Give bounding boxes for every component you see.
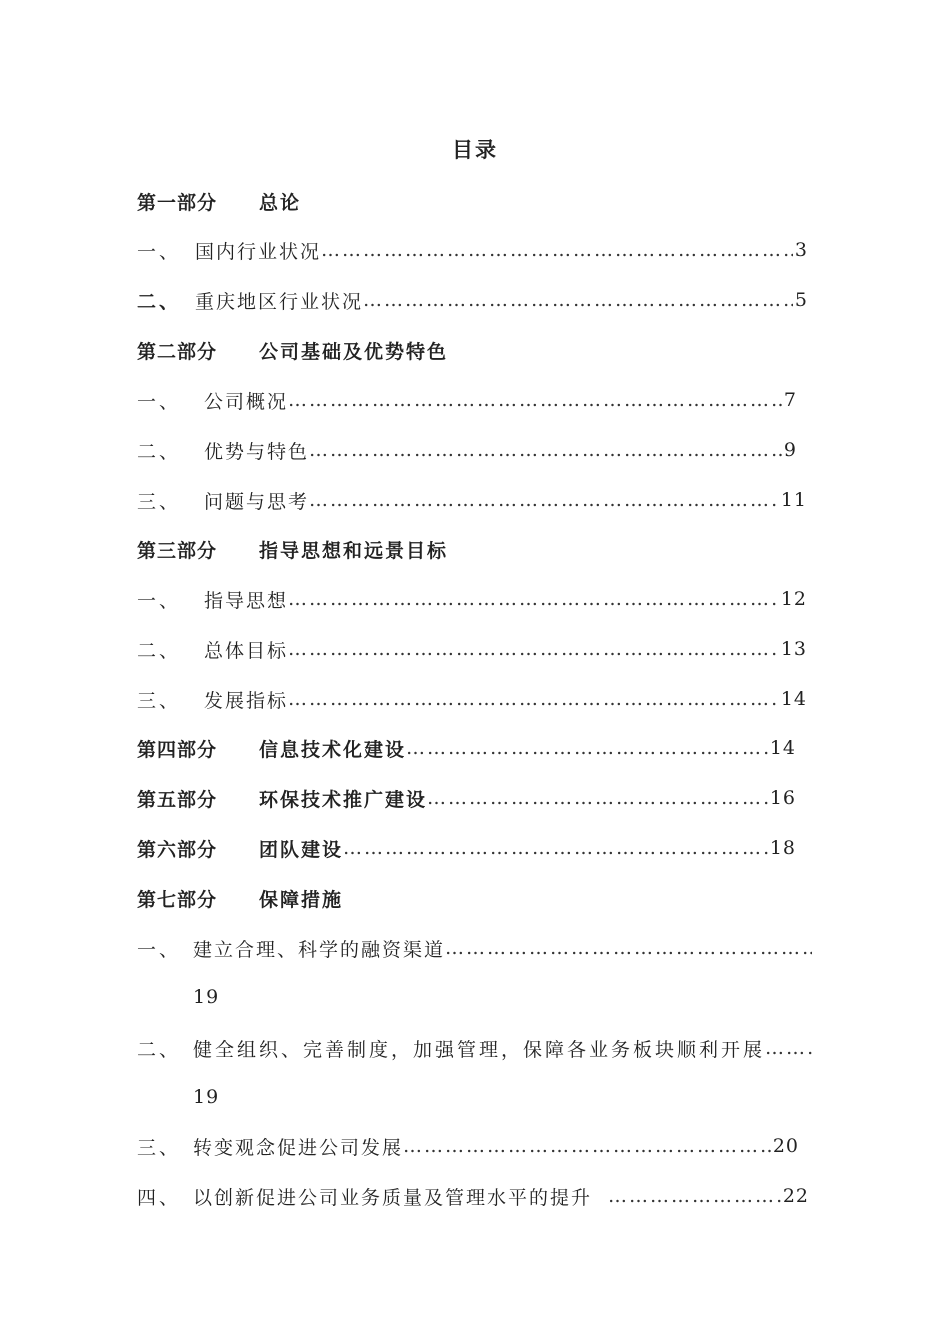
toc-item[interactable] [137, 1179, 809, 1213]
dot-leader [309, 489, 779, 511]
page-number: 22 [782, 1185, 809, 1207]
item-number: 二、 [137, 440, 182, 463]
part-title: 总论 [259, 191, 302, 214]
item-number: 三、 [137, 689, 182, 712]
dot-leader [445, 937, 812, 959]
item-title: 国内行业状况 [195, 240, 322, 263]
dot-leader [343, 837, 768, 859]
page-number: 11 [780, 489, 807, 511]
part-title: 指导思想和远景目标 [259, 539, 449, 562]
toc-item[interactable] [137, 682, 807, 716]
item-title: 转变观念促进公司发展 [193, 1136, 404, 1159]
dot-leader [288, 688, 779, 710]
toc-part-3[interactable] [137, 532, 448, 566]
part-title: 公司基础及优势特色 [259, 340, 449, 363]
dot-leader [765, 1037, 812, 1059]
toc-item[interactable] [137, 1129, 799, 1163]
dot-leader [288, 389, 782, 411]
part-number: 第六部分 [137, 838, 218, 861]
part-title: 环保技术推广建设 [259, 788, 428, 811]
toc-part-5[interactable] [137, 781, 796, 815]
page-number: 14 [780, 688, 807, 710]
toc-item[interactable] [137, 1031, 812, 1065]
part-number: 第二部分 [137, 340, 218, 363]
item-number: 一、 [137, 390, 182, 413]
toc-item[interactable] [137, 582, 807, 616]
toc-part-7[interactable] [137, 881, 343, 915]
toc-item[interactable] [137, 233, 808, 267]
toc-part-4[interactable] [137, 731, 796, 765]
dot-leader [321, 239, 793, 261]
toc-title: 目录 [452, 137, 498, 162]
page-number: 16 [769, 787, 796, 809]
item-number: 一、 [137, 589, 182, 612]
part-title: 保障措施 [259, 888, 344, 911]
toc-item[interactable] [137, 433, 797, 467]
dot-leader [403, 1135, 771, 1157]
toc-item[interactable] [137, 483, 807, 517]
page-number: 7 [783, 389, 797, 411]
item-title: 发展指标 [204, 689, 289, 712]
dot-leader [427, 787, 768, 809]
part-number: 第四部分 [137, 738, 218, 761]
item-title: 以创新促进公司业务质量及管理水平的提升 [193, 1186, 593, 1209]
toc-part-1[interactable] [137, 184, 301, 218]
dot-leader [363, 289, 793, 311]
item-title: 公司概况 [204, 390, 289, 413]
part-title: 信息技术化建设 [259, 738, 407, 761]
page-number: 3 [794, 239, 808, 261]
item-title: 总体目标 [204, 639, 289, 662]
page-number: 18 [769, 837, 796, 859]
toc-item[interactable] [137, 383, 797, 417]
item-title: 问题与思考 [204, 490, 310, 513]
toc-part-6[interactable] [137, 831, 796, 865]
item-number: 三、 [137, 490, 182, 513]
item-title: 优势与特色 [204, 440, 310, 463]
item-number: 四、 [137, 1186, 182, 1209]
page-number: 19 [193, 1086, 220, 1108]
part-number: 第五部分 [137, 788, 218, 811]
toc-item[interactable] [137, 931, 812, 965]
part-number: 第三部分 [137, 539, 218, 562]
page-number: 13 [780, 638, 807, 660]
dot-leader [288, 638, 779, 660]
item-title: 健全组织、完善制度，加强管理，保障各业务板块顺利开展 [193, 1038, 766, 1061]
part-number: 第一部分 [137, 191, 218, 214]
dot-leader [608, 1185, 781, 1207]
item-title: 指导思想 [204, 589, 289, 612]
item-number: 二、 [137, 290, 182, 313]
page-number: 19 [193, 986, 220, 1008]
item-title: 重庆地区行业状况 [195, 290, 364, 313]
dot-leader [406, 737, 768, 759]
dot-leader [288, 588, 779, 610]
part-title: 团队建设 [259, 838, 344, 861]
dot-leader [309, 439, 782, 461]
item-number: 一、 [137, 240, 182, 263]
page-number: 14 [769, 737, 796, 759]
page-number: 5 [794, 289, 808, 311]
part-number: 第七部分 [137, 888, 218, 911]
toc-part-2[interactable] [137, 333, 448, 367]
item-number: 一、 [137, 938, 182, 961]
page-number: 9 [783, 439, 797, 461]
toc-item[interactable] [137, 632, 807, 666]
item-title: 建立合理、科学的融资渠道 [193, 938, 446, 961]
page-number: 20 [772, 1135, 799, 1157]
item-number: 三、 [137, 1136, 182, 1159]
item-number: 二、 [137, 639, 182, 662]
item-number: 二、 [137, 1038, 182, 1061]
toc-item[interactable] [137, 283, 808, 317]
page-number: 12 [780, 588, 807, 610]
